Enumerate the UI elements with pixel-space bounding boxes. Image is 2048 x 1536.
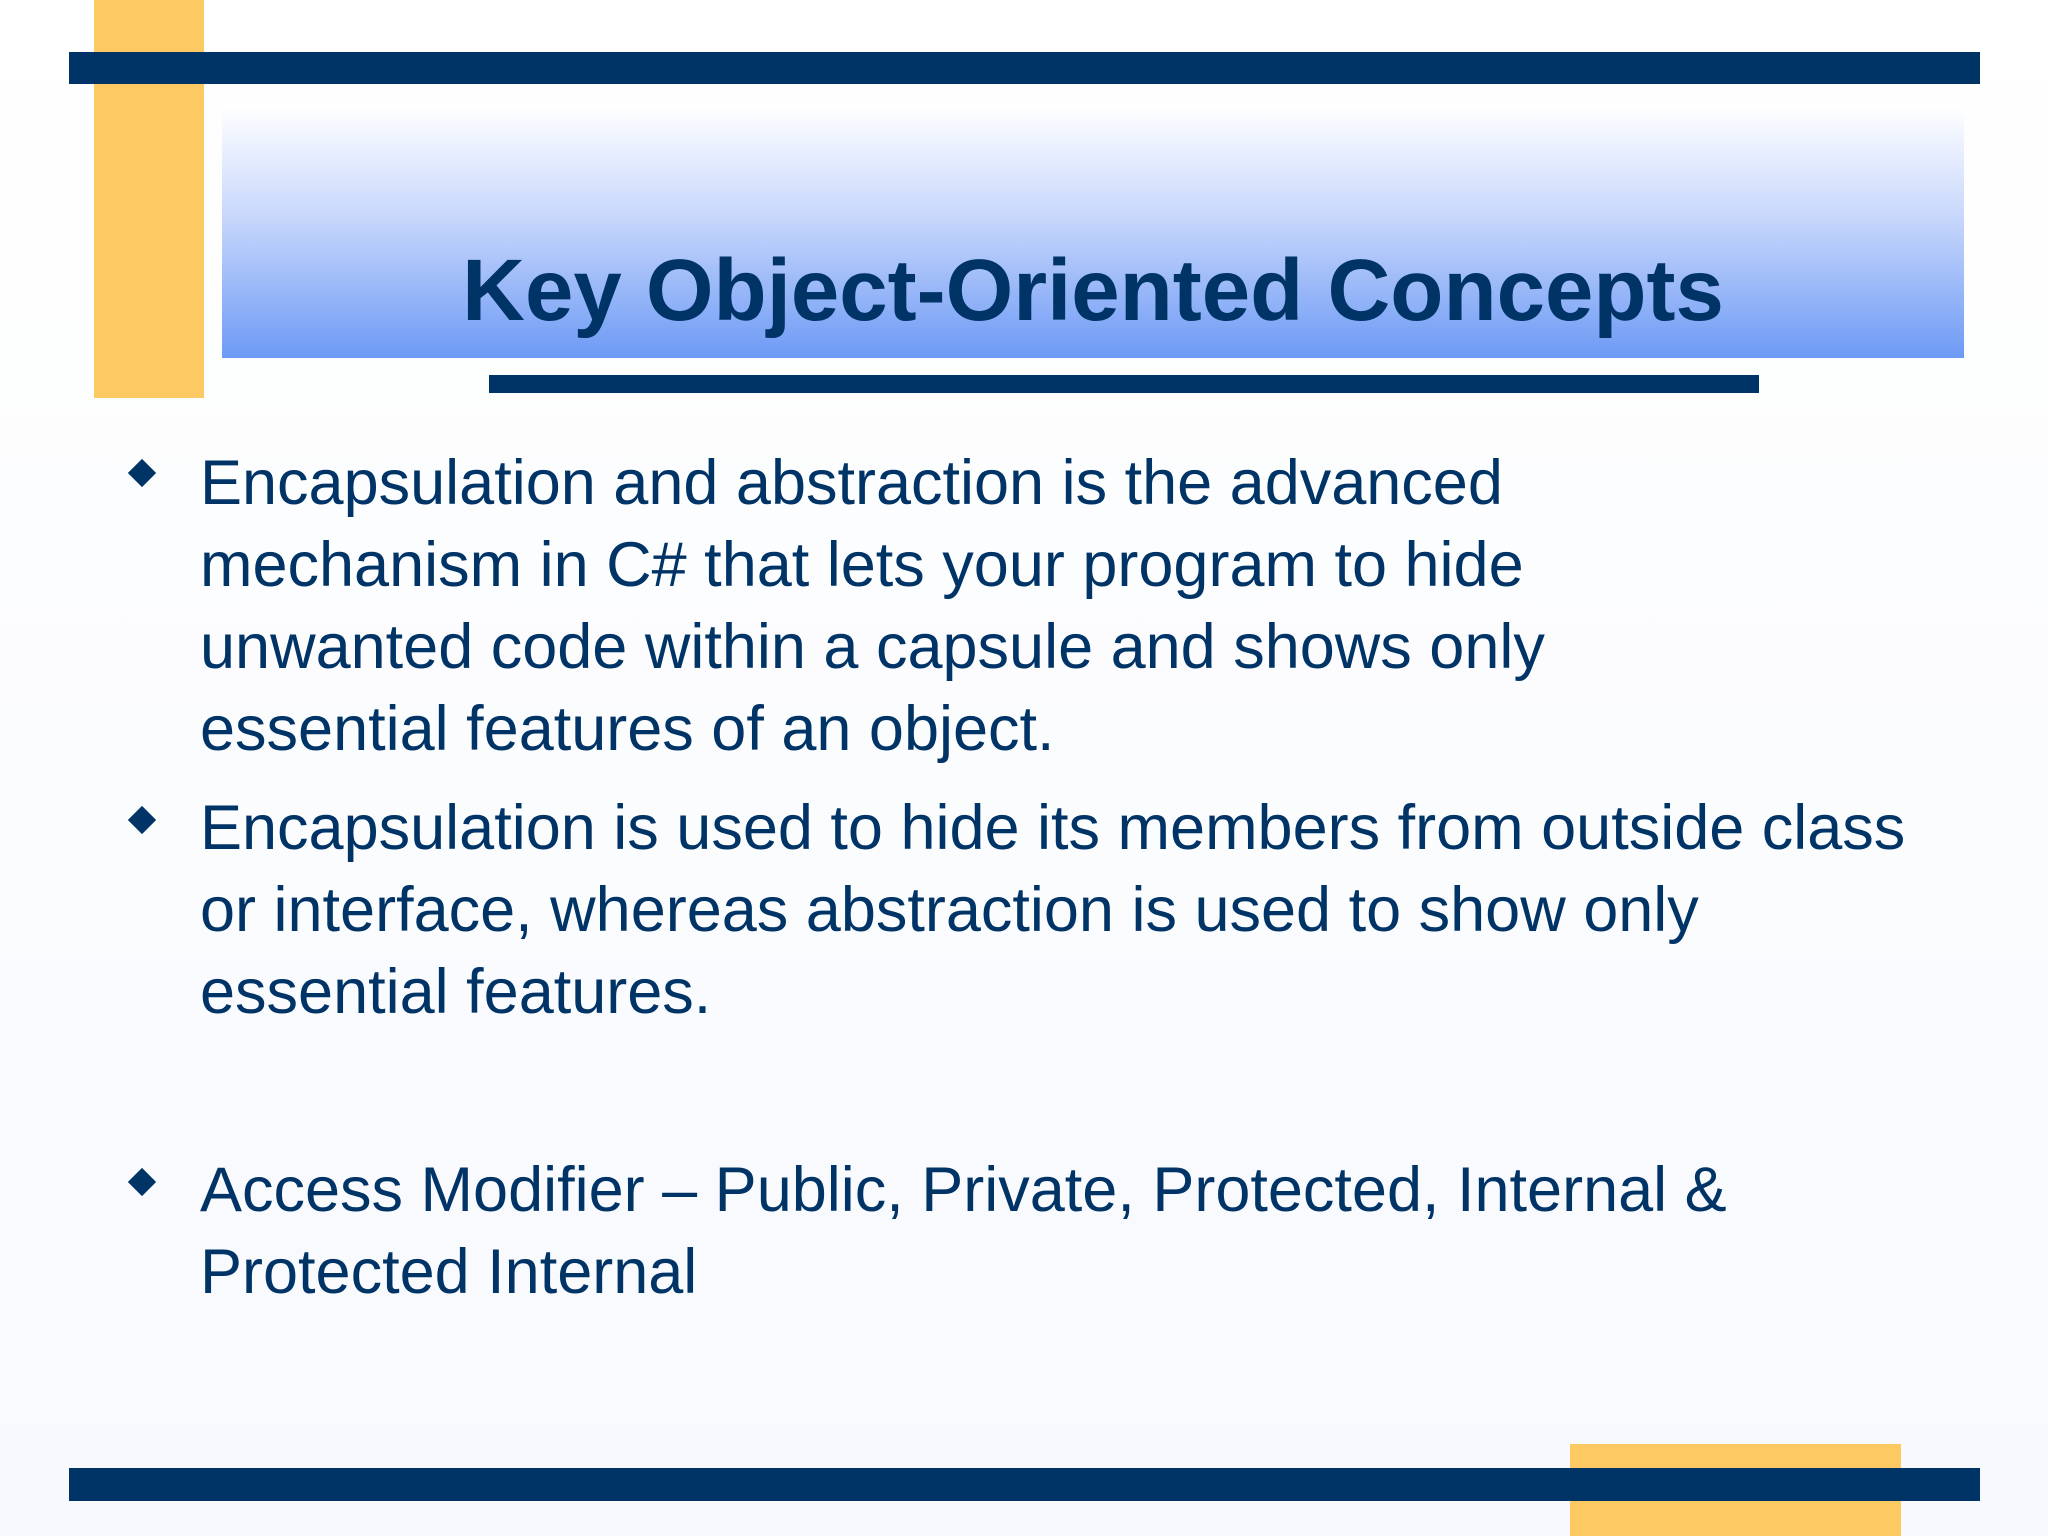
diamond-bullet-icon bbox=[128, 806, 156, 834]
yellow-accent-bar-bottom-lower bbox=[1570, 1501, 1901, 1528]
slide-title: Key Object-Oriented Concepts bbox=[462, 242, 1724, 339]
diamond-bullet-icon bbox=[128, 1168, 156, 1196]
diamond-bullet-icon bbox=[128, 459, 156, 487]
bottom-navy-bar bbox=[69, 1468, 1980, 1501]
bullet-item: Access Modifier – Public, Private, Protected, Internal & Protected Internal bbox=[200, 1155, 1727, 1307]
bullet-item: Encapsulation and abstraction is the advanced mechanism in C# that lets your program to hide unwanted code within a capsule and shows only essential features of an object. bbox=[200, 448, 1545, 764]
bullet-item: Encapsulation is used to hide its members from outside class or interface, whereas abstraction is used to show only essential features. bbox=[200, 793, 1906, 1027]
